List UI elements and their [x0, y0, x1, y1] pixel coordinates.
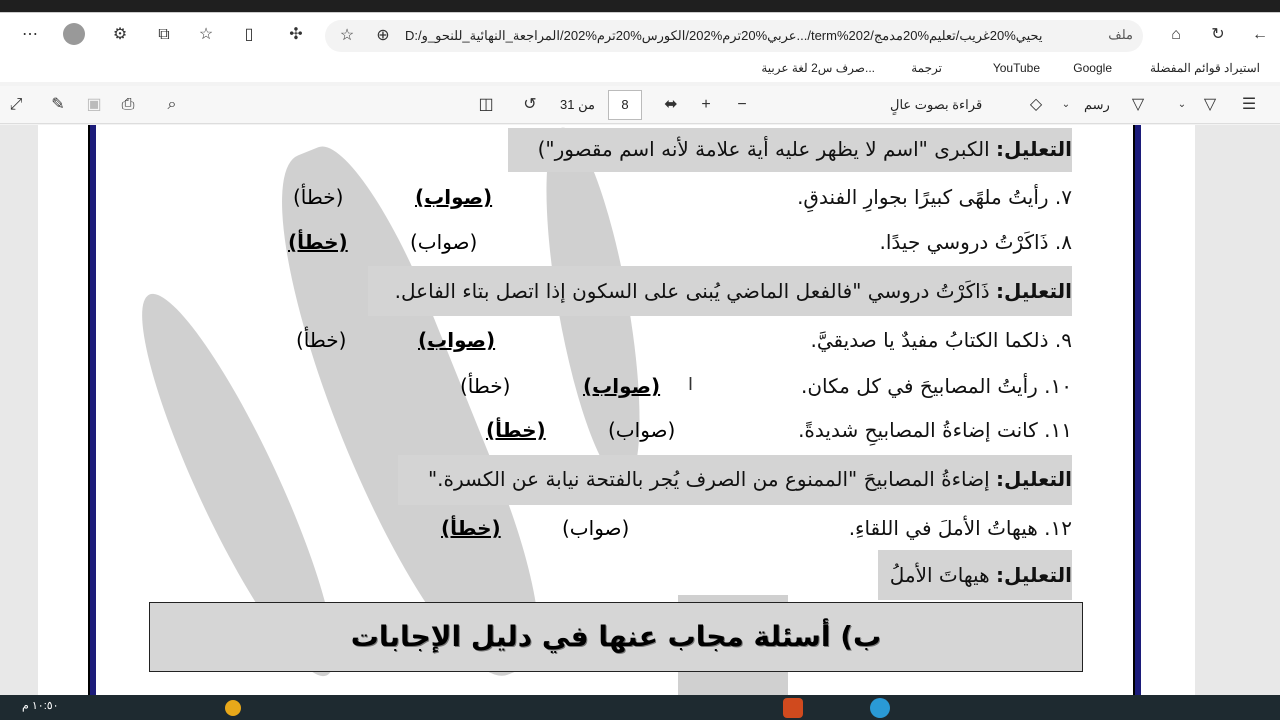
reason-text: ذَاكَرْتُ دروسي "فالفعل الماضي يُبنى على السكون إذا اتصل بتاء الفاعل. [394, 279, 996, 303]
refresh-icon[interactable]: ↻ [1211, 26, 1225, 43]
answer-wrong: (خطأ) [296, 328, 347, 352]
page-number-input[interactable]: 8 [608, 90, 642, 120]
chevron-down-icon[interactable]: ⌄ [1177, 99, 1187, 110]
page-border-right [1133, 125, 1143, 695]
favorites-icon[interactable]: ☆ [198, 26, 214, 43]
answer-wrong: (خطأ) [486, 418, 546, 442]
reason-row [890, 563, 1072, 587]
edge-icon[interactable] [870, 698, 890, 718]
bookmark-import[interactable]: استيراد قوائم المفضلة [1149, 61, 1260, 75]
zoom-in-icon[interactable]: + [701, 96, 711, 113]
answer-correct: (صواب) [583, 374, 661, 398]
print-icon[interactable]: ⎙ [121, 96, 135, 113]
split-screen-icon[interactable]: ▯ [244, 26, 254, 43]
app-icon[interactable] [783, 698, 803, 718]
more-icon[interactable]: ⋯ [22, 26, 38, 43]
fullscreen-icon[interactable]: ⤢ [9, 96, 23, 113]
pen-icon[interactable]: ▽ [1131, 96, 1145, 113]
back-icon[interactable]: ← [1252, 26, 1268, 43]
zoom-icon[interactable]: ⊕ [376, 27, 390, 44]
address-bar[interactable] [325, 20, 1143, 52]
contents-icon[interactable]: ☰ [1241, 96, 1257, 113]
reason-text: هيهاتَ الأملُ [889, 563, 996, 587]
pdf-page [38, 125, 1195, 695]
answer-wrong: (خطأ) [441, 516, 501, 540]
rotate-icon[interactable]: ↺ [523, 96, 537, 113]
answer-correct: (صواب) [608, 418, 676, 442]
reason-row [428, 467, 1072, 491]
text-cursor-icon: I [688, 374, 694, 394]
question-row: ٧. رأيتُ ملهًى كبيرًا بجوارِ الفندقِ. [797, 185, 1072, 209]
avatar[interactable] [63, 23, 85, 45]
pdf-viewer[interactable] [0, 125, 1280, 695]
fit-width-icon[interactable]: ⬌ [664, 96, 678, 113]
reason-row [395, 279, 1072, 303]
read-aloud-button[interactable]: قراءة بصوت عالٍ [890, 97, 983, 112]
question-row: ١٠. رأيتُ المصابيحَ في كل مكان. [800, 374, 1072, 398]
collections-icon[interactable]: ⧉ [158, 26, 170, 43]
file-label: ملف [1108, 27, 1133, 42]
url-text[interactable]: D:/عربي%20ترم%202/الكورس%20ترم%202/المراجعة_النهائية_للنحو_و.../term%202/يحيي%20غريب/تعليم%20مدمج [405, 28, 1043, 43]
answer-correct: (صواب) [418, 328, 496, 352]
extension-icon[interactable]: ⚙ [112, 26, 128, 43]
bookmarks-bar [0, 56, 1280, 82]
window-top-strip [0, 0, 1280, 12]
answer-wrong: (خطأ) [293, 185, 344, 209]
page-border-left [88, 125, 98, 695]
reason-label: التعليل: [996, 563, 1072, 587]
answer-wrong: (خطأ) [288, 230, 348, 254]
pdf-toolbar [0, 86, 1280, 124]
question-row: ١٢. هيهاتُ الأملَ في اللقاءِ. [848, 516, 1072, 540]
page-view-icon[interactable]: ◫ [478, 96, 494, 113]
app-icon[interactable] [225, 700, 241, 716]
reason-text: الكبرى "اسم لا يظهر عليه أية علامة لأنه اسم مقصور") [537, 137, 996, 161]
answer-wrong: (خطأ) [460, 374, 511, 398]
star-icon[interactable]: ☆ [339, 27, 355, 44]
draw-button[interactable]: رسم [1084, 97, 1110, 112]
eraser-icon[interactable]: ◇ [1029, 96, 1043, 113]
highlighter-icon[interactable]: ▽ [1203, 96, 1217, 113]
bookmark-pdf[interactable]: صرف س2 لغة عربية... [761, 61, 875, 75]
save-icon[interactable]: ▣ [86, 96, 102, 113]
reason-label: التعليل: [996, 279, 1072, 303]
reason-text: إضاءةُ المصابيحَ "الممنوع من الصرف يُجر بالفتحة نيابة عن الكسرة." [427, 467, 996, 491]
bookmark-youtube[interactable]: YouTube [992, 61, 1040, 75]
question-row: ٨. ذَاكَرْتُ دروسي جيدًا. [879, 230, 1072, 254]
home-icon[interactable]: ⌂ [1171, 26, 1181, 43]
zoom-out-icon[interactable]: − [737, 96, 747, 113]
address-row [0, 12, 1280, 56]
answer-correct: (صواب) [410, 230, 478, 254]
reason-label: التعليل: [996, 137, 1072, 161]
search-icon[interactable]: ⌕ [167, 96, 177, 113]
bookmark-translate[interactable]: ترجمة [911, 61, 942, 75]
bookmark-google[interactable]: Google [1073, 61, 1112, 75]
reason-row [538, 137, 1072, 161]
reason-label: التعليل: [996, 467, 1072, 491]
answer-correct: (صواب) [415, 185, 493, 209]
section-heading: ب) أسئلة مجاب عنها في دليل الإجابات [149, 602, 1083, 672]
page-total: من 31 [560, 97, 595, 112]
extensions-puzzle-icon[interactable]: ✣ [289, 26, 303, 43]
answer-correct: (صواب) [562, 516, 630, 540]
taskbar-clock[interactable]: ١٠:٥٠ م [22, 700, 59, 712]
save-as-icon[interactable]: ✎ [51, 96, 65, 113]
chevron-down-icon[interactable]: ⌄ [1061, 99, 1071, 110]
taskbar [0, 695, 1280, 720]
question-row: ١١. كانت إضاءةُ المصابيحِ شديدةً. [798, 418, 1072, 442]
question-row: ٩. ذلكما الكتابُ مفيدٌ يا صديقيَّ. [810, 328, 1072, 352]
